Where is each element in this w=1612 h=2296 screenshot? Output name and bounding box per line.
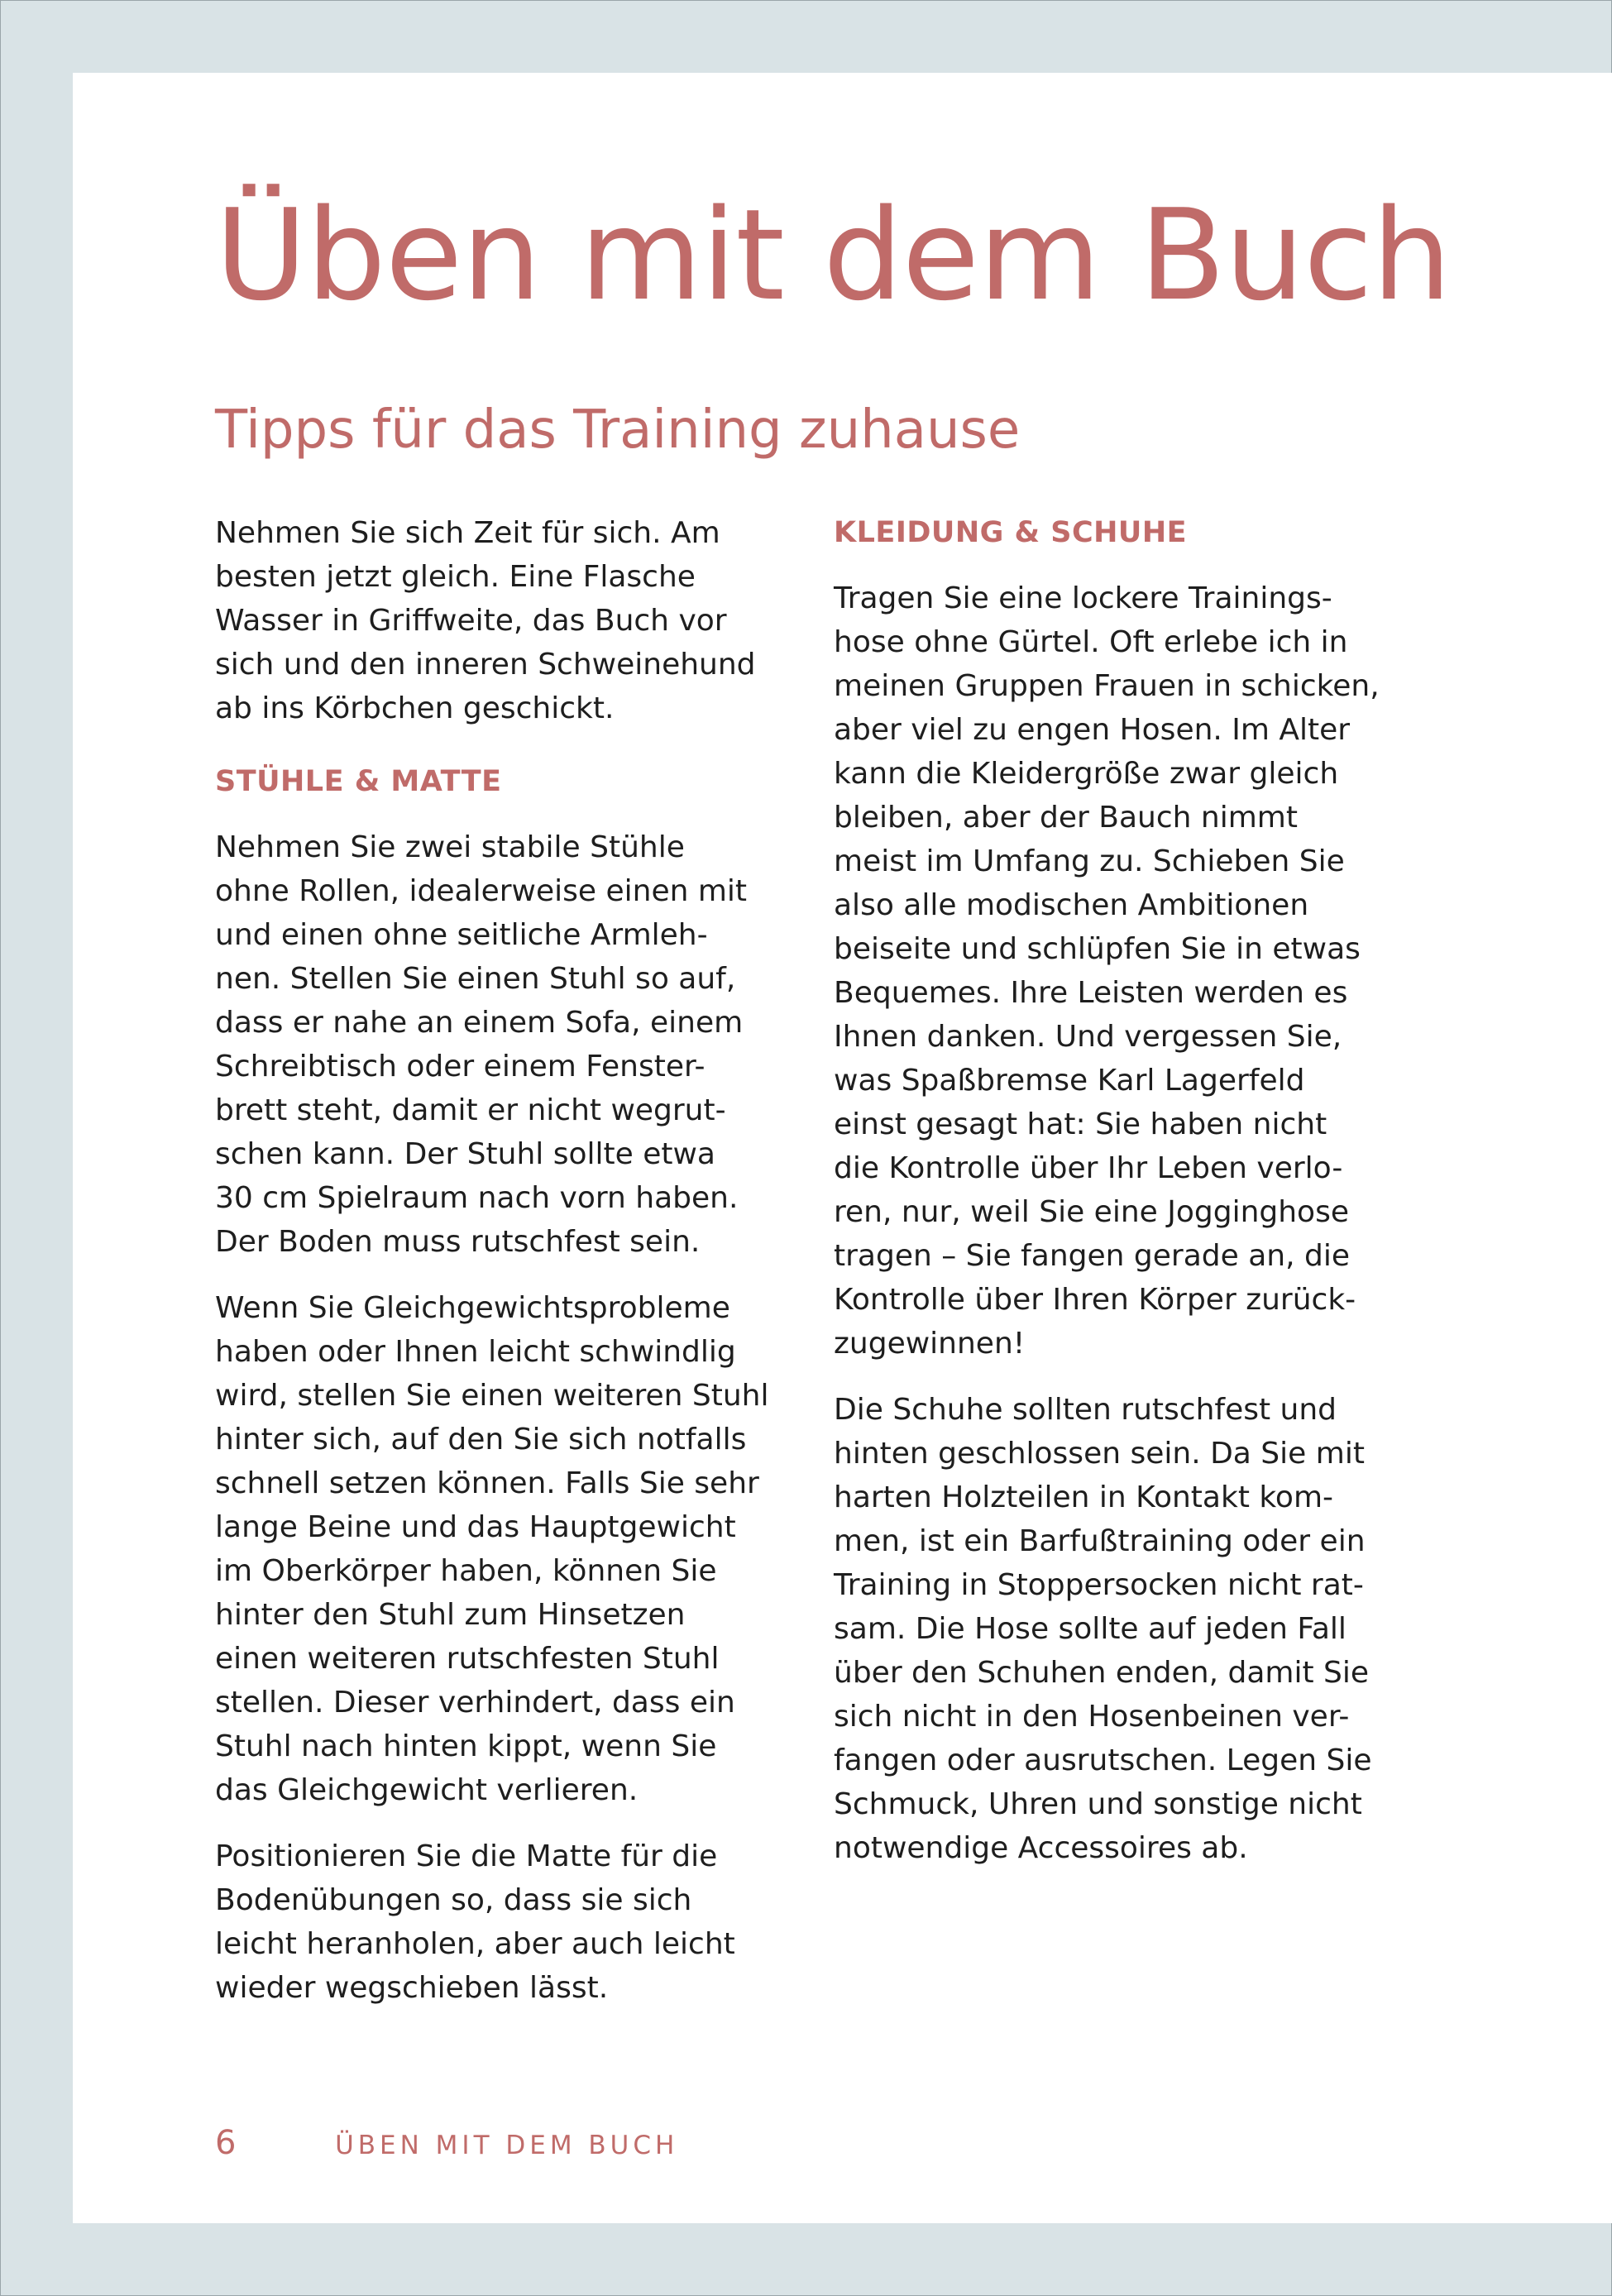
intro-paragraph: Nehmen Sie sich Zeit für sich. Am besten jetzt gleich. Eine Flasche Wasser in Griffweite, das Buch vor sich und den inneren Schweinehund ab ins Körbchen geschickt. (215, 516, 756, 725)
left-column (215, 511, 827, 2032)
page-footer (215, 2124, 678, 2162)
chairs-paragraph: Nehmen Sie zwei stabile Stühle ohne Rollen, idealerweise einen mit und einen ohne seitliche Armleh- nen. Stellen Sie einen Stuhl so auf, dass er nahe an einem Sofa, einem Schreibtisch oder einem Fenster- brett steht, damit er nicht wegrut- schen kann. Der Stuhl sollte etwa 30 cm Spielraum nach vorn haben. Der Boden muss rutschfest sein. (215, 830, 748, 1259)
page-title: Üben mit dem Buch (215, 182, 1452, 328)
page-subtitle: Tipps für das Training zuhause (215, 399, 1021, 461)
clothing-paragraph: Tragen Sie eine lockere Trainings- hose ohne Gürtel. Oft erlebe ich in meinen Gruppen Frauen in schicken, aber viel zu engen Hosen. Im Alter kann die Kleidergröße zwar gleich bleiben, aber der Bauch nimmt meist im Umfang zu. Schieben Sie also alle modischen Ambitionen beiseite und schlüpfen Sie in etwas Bequemes. Ihre Leisten werden es Ihnen danken. Und vergessen Sie, was Spaßbremse Karl Lagerfeld einst gesagt hat: Sie haben nicht die Kontrolle über Ihr Leben verlo- ren, nur, weil Sie eine Jogginghose tragen – Sie fangen gerade an, die Kontrolle über Ihren Körper zurück- zugewinnen! (834, 581, 1380, 1361)
running-head: ÜBEN MIT DEM BUCH (335, 2131, 679, 2160)
section-heading-clothing-shoes: KLEIDUNG & SCHUHE (834, 516, 1188, 549)
book-page (73, 73, 1612, 2223)
right-column (834, 511, 1446, 1892)
balance-paragraph: Wenn Sie Gleichgewichtsprobleme haben oder Ihnen leicht schwindlig wird, stellen Sie einen weiteren Stuhl hinter sich, auf den Sie sich notfalls schnell setzen können. Falls Sie sehr lange Beine und das Hauptgewicht im Oberkörper haben, können Sie hinter den Stuhl zum Hinsetzen einen weiteren rutschfesten Stuhl stellen. Dieser verhindert, dass ein Stuhl nach hinten kippt, wenn Sie das Gleichgewicht verlieren. (215, 1291, 769, 1807)
mat-paragraph: Positionieren Sie die Matte für die Bodenübungen so, dass sie sich leicht heranholen, aber auch leicht wieder wegschieben lässt. (215, 1839, 735, 2005)
shoes-paragraph: Die Schuhe sollten rutschfest und hinten geschlossen sein. Da Sie mit harten Holzteilen in Kontakt kom- men, ist ein Barfußtraining oder ein Training in Stoppersocken nicht rat- sam. Die Hose sollte auf jeden Fall über den Schuhen enden, damit Sie sich nicht in den Hosenbeinen ver- fangen oder ausrutschen. Legen Sie Schmuck, Uhren und sonstige nicht notwendige Accessoires ab. (834, 1393, 1372, 1865)
section-heading-chairs-mat: STÜHLE & MATTE (215, 765, 502, 798)
page-number: 6 (215, 2124, 237, 2162)
